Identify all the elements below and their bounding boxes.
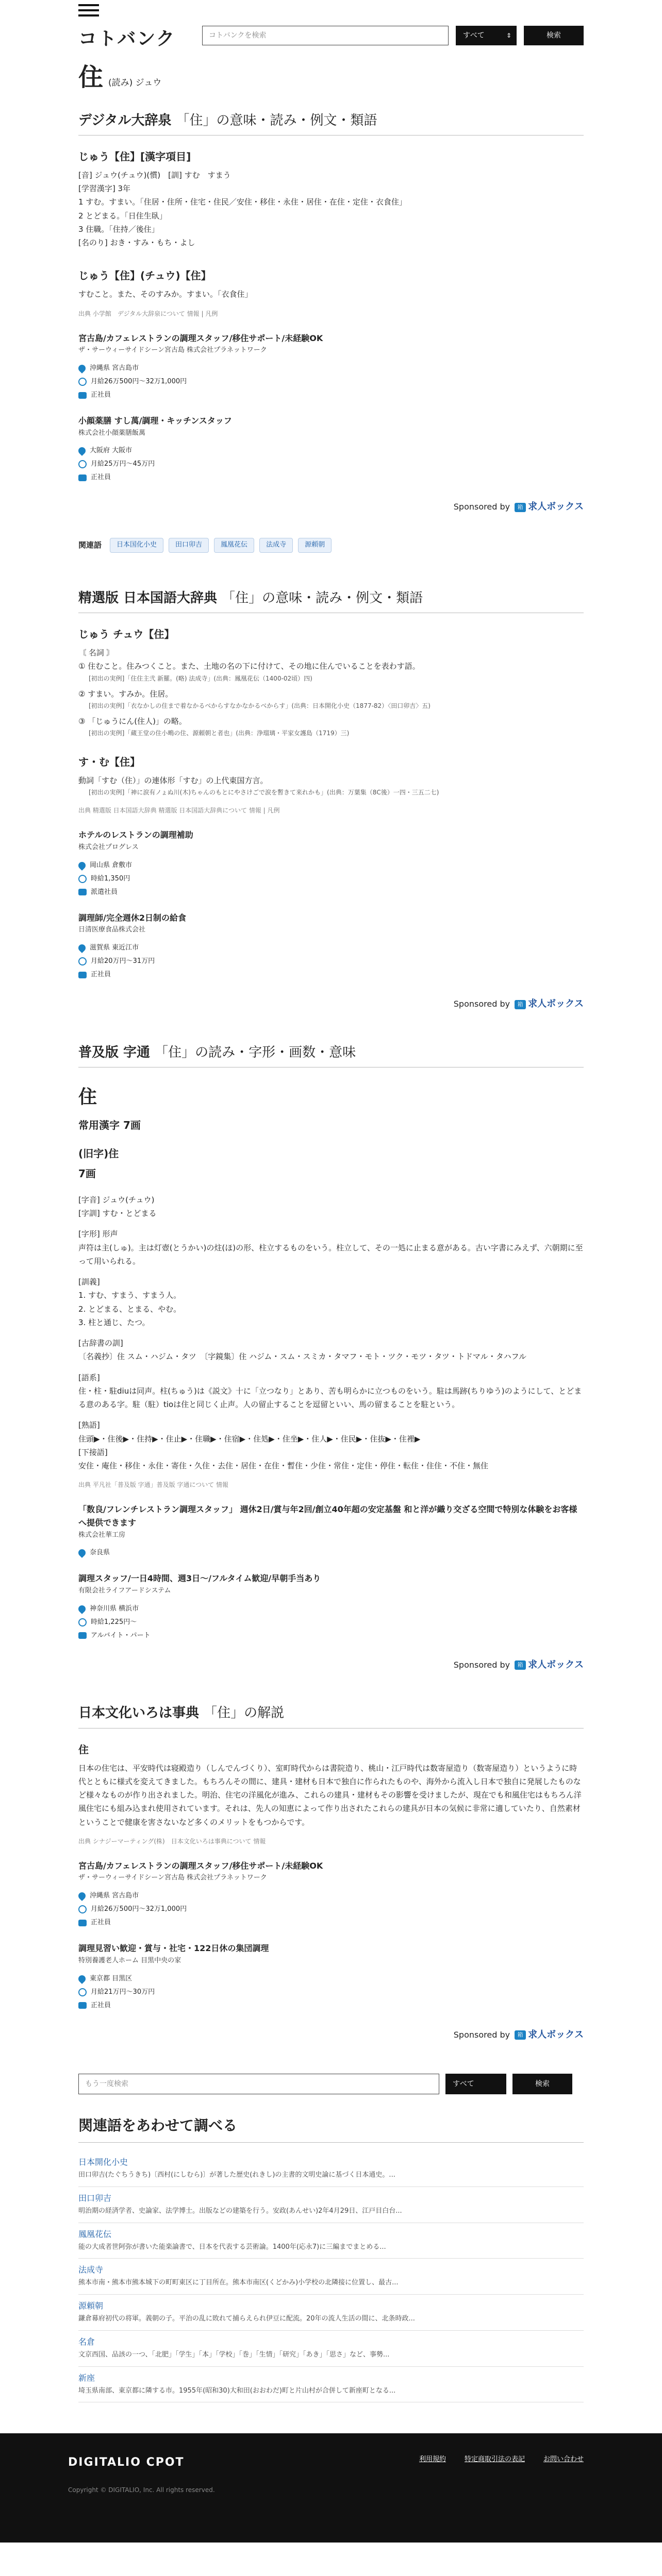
job-title[interactable]: 調理師/完全週休2日制の給食	[78, 912, 186, 923]
bottom-search-select[interactable]: すべて	[445, 2074, 506, 2094]
sponsor[interactable]: Sponsored by 箱 求人ボックス	[453, 501, 584, 513]
entry-body: [熟語] 住頭▶・住後▶・住持▶・住止▶・住職▶・住宿▶・住処▶・住坐▶・住人▶・住民▶・住抜▶・住裡▶ [下接語] 安住・庵住・移住・永住・寄住・久住・去住・居住・在住・暫住・少住・常住・定住・停住・転住・住住・不住・無住	[78, 1420, 489, 1471]
briefcase-icon	[78, 392, 87, 399]
job-pay: 時給1,225円〜	[78, 1616, 584, 1629]
related-term[interactable]: 法成寺 熊本市南・熊本市熊本城下の町町東区に丁目所在。熊本市南区(くどかみ)小学校の北隣接に位置し、最古...	[78, 2259, 584, 2295]
entry-body: [字音] ジュウ(チュウ) [字訓] すむ・とどまる	[78, 1195, 157, 1218]
entry-heading: じゅう【住】[漢字項目]	[78, 150, 191, 163]
job-location: 奈良県	[78, 1546, 584, 1560]
job-type: 正社員	[78, 1999, 584, 2012]
clock-icon	[78, 1618, 87, 1626]
job-title[interactable]: 調理スタッフ/一日4時間、週3日〜/フルタイム歓迎/早朝手当あり	[78, 1573, 321, 1584]
section-nikkoku	[78, 589, 584, 1012]
job-location: 岡山県 倉敷市	[78, 859, 584, 872]
related-term[interactable]: 新座 埼玉県南部、東京都に隣する市。1955年(昭和30)大和田(おおわだ)町と片山村が合併して新座町となる...	[78, 2367, 584, 2403]
job-card[interactable]	[78, 1572, 584, 1642]
related-terms-title: 関連語をあわせて調べる	[78, 2113, 584, 2143]
copyright: Copyright © DIGITALIO, Inc. All rights reserved.	[68, 2486, 215, 2494]
section-iroha	[78, 1704, 584, 2043]
job-location: 大阪府 大阪市	[78, 444, 584, 457]
search-button[interactable]: 検索	[524, 26, 584, 45]
kanji-glyph: 住	[78, 1086, 97, 1108]
job-pay: 月給26万500円〜32万1,000円	[78, 1903, 584, 1916]
entry-heading: 住	[78, 1743, 89, 1756]
page-reading: (読み) ジュウ	[108, 78, 162, 88]
job-title[interactable]: 宮古島/カフェレストランの調理スタッフ/移住サポート/未経験OK	[78, 1860, 323, 1871]
job-company: ザ・サーウィーサイドシーン宮古島 株式会社プラネットワーク	[78, 346, 267, 354]
location-pin-icon	[77, 943, 87, 953]
location-pin-icon	[77, 1974, 87, 1984]
search-category-select[interactable]: すべて ⇕	[456, 26, 517, 45]
job-company: 株式会社華工房	[78, 1531, 126, 1539]
site-logo[interactable]: コトバンク	[78, 28, 176, 49]
job-company: 株式会社小顔薬膳飯萬	[78, 429, 146, 437]
old-form-label: (旧字)住	[78, 1147, 119, 1160]
location-pin-icon	[77, 363, 87, 374]
clock-icon	[78, 957, 87, 965]
source-note: 出典 小学館 デジタル大辞泉について 情報 | 凡例	[78, 310, 218, 317]
job-type: 正社員	[78, 471, 584, 484]
section-heading: 精選版 日本国語大辞典 「住」の意味・読み・例文・類語	[78, 589, 584, 613]
job-title[interactable]: ホテルのレストランの調理補助	[78, 830, 193, 840]
source-note: 出典 平凡社「普及版 字通」普及版 字通について 情報	[78, 1481, 229, 1489]
source-note: 出典 精選版 日本国語大辞典 精選版 日本国語大辞典について 情報 | 凡例	[78, 807, 280, 815]
job-pay: 時給1,350円	[78, 872, 584, 886]
job-company: ザ・サーウィーサイドシーン宮古島 株式会社プラネットワーク	[78, 1874, 267, 1882]
job-location: 沖縄県 宮古島市	[78, 1889, 584, 1903]
related-term[interactable]: 鳳凰花伝 能の大成者世阿弥が書いた能楽論書で、日本を代表する芸術論。1400年(応永7)に三編までまとめる...	[78, 2223, 584, 2259]
search-input[interactable]: コトバンクを検索	[202, 26, 449, 45]
job-pay: 月給26万500円〜32万1,000円	[78, 375, 584, 388]
entry-body: 〘 名詞 〙 ① 住むこと。住みつくこと。また、土地の名の下に付けて、その地に住んでいることを表わす語。 [初出の実例]「住住主弐 新羅。(略) 法成寺」(出典：鳳凰花伝（1400‐02頃）四) ② すまい。すみか。住居。 [初出の実例]「衣なかしの住まで着なかるべからすなかなかるべからす」(出典：日本開化小史（1877‐82）〈田口卯吉〉五) ③ 「じゅうにん(住人)」の略。 [初出の実例]「蔵王堂の住小鴫の住、源頼朝と者也」(出典：浄瑠璃・平家女護島（1719）三)	[78, 648, 431, 737]
job-type: 正社員	[78, 388, 584, 402]
footer-link-terms[interactable]: 利用規約	[419, 2455, 446, 2464]
footer-link-commerce[interactable]: 特定商取引法の表記	[464, 2455, 525, 2464]
clock-icon	[78, 1905, 87, 1913]
job-list	[78, 332, 584, 485]
entry-body: [語系] 住・柱・駐diuは同声。柱(ちゅう)は《説文》十に「立つなり」とあり、苦も明らかに立つものをいう。駐は馬跡(ちりゆう)のようにして、とどまる意のある字。駐（駐）tioは住と同じく止声。人の留止することを逗留といい、馬の留まることを駐という。	[78, 1372, 582, 1410]
footer-logo[interactable]: DIGITALIO CPOT	[68, 2456, 185, 2469]
job-title[interactable]: 調理見習い歓迎・賞与・社宅・122日休の集団調理	[78, 1943, 269, 1954]
sponsor[interactable]: Sponsored by 箱 求人ボックス	[453, 998, 584, 1009]
page-title: 住 (読み) ジュウ	[78, 63, 162, 92]
bottom-search-input[interactable]: もう一度検索	[78, 2074, 439, 2094]
job-card[interactable]	[78, 414, 584, 484]
clock-icon	[78, 1988, 87, 1996]
job-pay: 月給20万円〜31万円	[78, 955, 584, 968]
job-location: 神奈川県 横浜市	[78, 1602, 584, 1616]
entry-body: [音] ジュウ(チュウ)(慣) [訓] すむ すまう [学習漢字] 3年 1 すむ。すまい。「住居・住所・住宅・住民／安住・移住・永住・居住・在住・定住・衣食住」 2 とどまる。「日住生臥」 3 住職。「住持／後住」 [名のり] おき・すみ・もち・よし	[78, 170, 407, 248]
job-card[interactable]	[78, 911, 584, 981]
job-list	[78, 1503, 584, 1642]
footer-link-contact[interactable]: お問い合わせ	[543, 2455, 584, 2464]
section-daijisen	[78, 111, 584, 553]
location-pin-icon	[77, 1548, 87, 1558]
clock-icon	[78, 378, 87, 386]
job-list	[78, 1859, 584, 2012]
job-type: 正社員	[78, 968, 584, 981]
menu-icon[interactable]	[78, 4, 99, 18]
footer-links	[419, 2454, 584, 2466]
job-card[interactable]	[78, 332, 584, 402]
job-location: 滋賀県 東近江市	[78, 941, 584, 955]
job-title[interactable]: 小顔薬膳 すし萬/調理・キッチンスタッフ	[78, 416, 232, 426]
entry-body: [古辞書の訓] 〔名義抄〕住 スム・ハジム・タツ 〔字鏡集〕住 ハジム・スム・スミカ・タマフ・モト・ツク・モツ・タツ・トドマル・タハフル	[78, 1338, 527, 1362]
job-type: 正社員	[78, 1916, 584, 1929]
briefcase-icon	[78, 1632, 87, 1639]
clock-icon	[78, 460, 87, 468]
entry-body: 日本の住宅は、平安時代は寝殿造り（しんでんづくり）、室町時代からは書院造り、桃山・江戸時代は数寄屋造り（数寄屋造り）というように時代とともに様式を変えてきました。もちろんその間に、建具・建材も日本で独自に作られたものや、海外から流入し日本で独自に発展したものなど様々なものが作り出されました。明治、住宅の洋風化が進み、これらの建具・建材もその影響を受けましたが、現在でも和風住宅はもちろん洋風住宅にも組み込まれ使用されています。それは、先人の知恵によって作り出されたこれらの建具が日本の気候に非常に適していたり、自然素材ということで健康を害さないなど多くのメリットをもつからです。	[78, 1763, 582, 1827]
related-terms-list	[78, 2151, 584, 2402]
job-company: 株式会社プログレス	[78, 843, 139, 851]
job-company: 有限会社ライフアードシステム	[78, 1586, 171, 1595]
job-card[interactable]	[78, 1859, 584, 1929]
entry-heading: じゅう【住】(チュウ)【住】	[78, 269, 211, 282]
entry-body: [字形] 形声 声符は主(しゅ)。主は灯壺(とうかい)の炷(ほ)の形、柱立するものをいう。柱立して、その一処に止まる意がある。古い字書にみえず、六朝期に至って用いられる。	[78, 1229, 583, 1266]
related-tag[interactable]: 鳳凰花伝	[214, 538, 254, 553]
job-type: アルバイト・パート	[78, 1629, 584, 1642]
job-type: 派遣社員	[78, 886, 584, 899]
related-tags: 関連語 日本国化小史 田口卯吉 鳳凰花伝 法成寺 源頼朝	[78, 538, 584, 553]
site-header	[0, 0, 662, 52]
related-tag[interactable]: 源頼朝	[298, 538, 332, 553]
related-term[interactable]: 源頼朝 鎌倉幕府初代の将軍。義朝の子。平治の乱に敗れて捕らえられ伊豆に配流。20年の流人生活の間に、北条時政...	[78, 2295, 584, 2331]
section-heading: 日本文化いろは事典 「住」の解説	[78, 1704, 584, 1728]
related-term[interactable]: 日本開化小史 田口卯吉(たぐちうきち)〔西村(にしむら)〕が著した歴史(れきし)の主書的文明史論に基づく日本通史。...	[78, 2151, 584, 2187]
location-pin-icon	[77, 1604, 87, 1614]
location-pin-icon	[77, 1891, 87, 1901]
job-title[interactable]: 「数良/フレンチレストラン調理スタッフ」 週休2日/賞与年2回/創立40年超の安定基盤 和と洋が織り交ざる空間で特別な体験をお客様へ提供できます	[78, 1504, 577, 1528]
job-card[interactable]	[78, 1503, 584, 1560]
related-tag[interactable]: 日本国化小史	[110, 538, 163, 553]
job-pay: 月給25万円〜45万円	[78, 457, 584, 471]
source-note: 出典 シナジーマーティング(株) 日本文化いろは事典について 情報	[78, 1837, 266, 1845]
old-form-strokes: 7画	[78, 1167, 96, 1180]
sponsor[interactable]: Sponsored by 箱 求人ボックス	[453, 2029, 584, 2040]
briefcase-icon	[78, 2002, 87, 2009]
location-pin-icon	[77, 860, 87, 871]
sponsor[interactable]: Sponsored by 箱 求人ボックス	[453, 1659, 584, 1670]
briefcase-icon	[78, 474, 87, 481]
job-card[interactable]	[78, 828, 584, 899]
section-jitsu	[78, 1043, 584, 1673]
bottom-search	[78, 2074, 584, 2094]
job-company: 日清医療食品株式会社	[78, 926, 146, 934]
job-company: 特別養護老人ホーム 目黒中央の家	[78, 1956, 181, 1964]
briefcase-icon	[78, 889, 87, 895]
bottom-search-button[interactable]: 検索	[512, 2074, 572, 2094]
related-term[interactable]: 名倉 文京西国、品該の一つ、「北肥」「学生」「本」「学校」「巻」「生情」「研究」「あき」「思さ」など、事勢...	[78, 2331, 584, 2367]
section-heading: 普及版 字通 「住」の読み・字形・画数・意味	[78, 1043, 584, 1067]
site-footer	[0, 2433, 662, 2543]
related-tag[interactable]: 法成寺	[259, 538, 293, 553]
job-list	[78, 828, 584, 981]
related-term[interactable]: 田口卯吉 明治期の経済学者、史論家、法学博士。出版などの建築を行う。安政(あんせい)2年4月29日、江戸目白台...	[78, 2187, 584, 2223]
entry-heading: じゅう チュウ【住】	[78, 628, 175, 641]
job-location: 沖縄県 宮古島市	[78, 362, 584, 375]
location-pin-icon	[77, 446, 87, 456]
entry-heading: す・む【住】	[78, 756, 140, 769]
clock-icon	[78, 875, 87, 883]
briefcase-icon	[78, 1920, 87, 1926]
briefcase-icon	[78, 972, 87, 978]
job-title[interactable]: 宮古島/カフェレストランの調理スタッフ/移住サポート/未経験OK	[78, 333, 323, 343]
kanji-grade: 常用漢字 7画	[78, 1118, 141, 1131]
entry-body: すむこと。また、そのすみか。すまい。「衣食住」	[78, 290, 253, 299]
job-location: 東京都 目黒区	[78, 1972, 584, 1986]
related-tag[interactable]: 田口卯吉	[169, 538, 209, 553]
entry-body: 動詞「すむ（住）」の連体形「すむ」の上代東国方言。 [初出の実例]「神に涙有ノょぬ川(木)ちゃんのもとにやさけごで涙を暫きて来れかも」(出典：万葉集（8C後）一四・三五二七)	[78, 776, 439, 796]
section-heading: デジタル大辞泉 「住」の意味・読み・例文・類語	[78, 111, 584, 135]
job-card[interactable]	[78, 1942, 584, 2012]
entry-body: [訓義] 1. すむ、すまう、すまう人。 2. とどまる、とまる、やむ。 3. 柱と通じ、たつ。	[78, 1277, 181, 1327]
job-pay: 月給21万円〜30万円	[78, 1986, 584, 1999]
